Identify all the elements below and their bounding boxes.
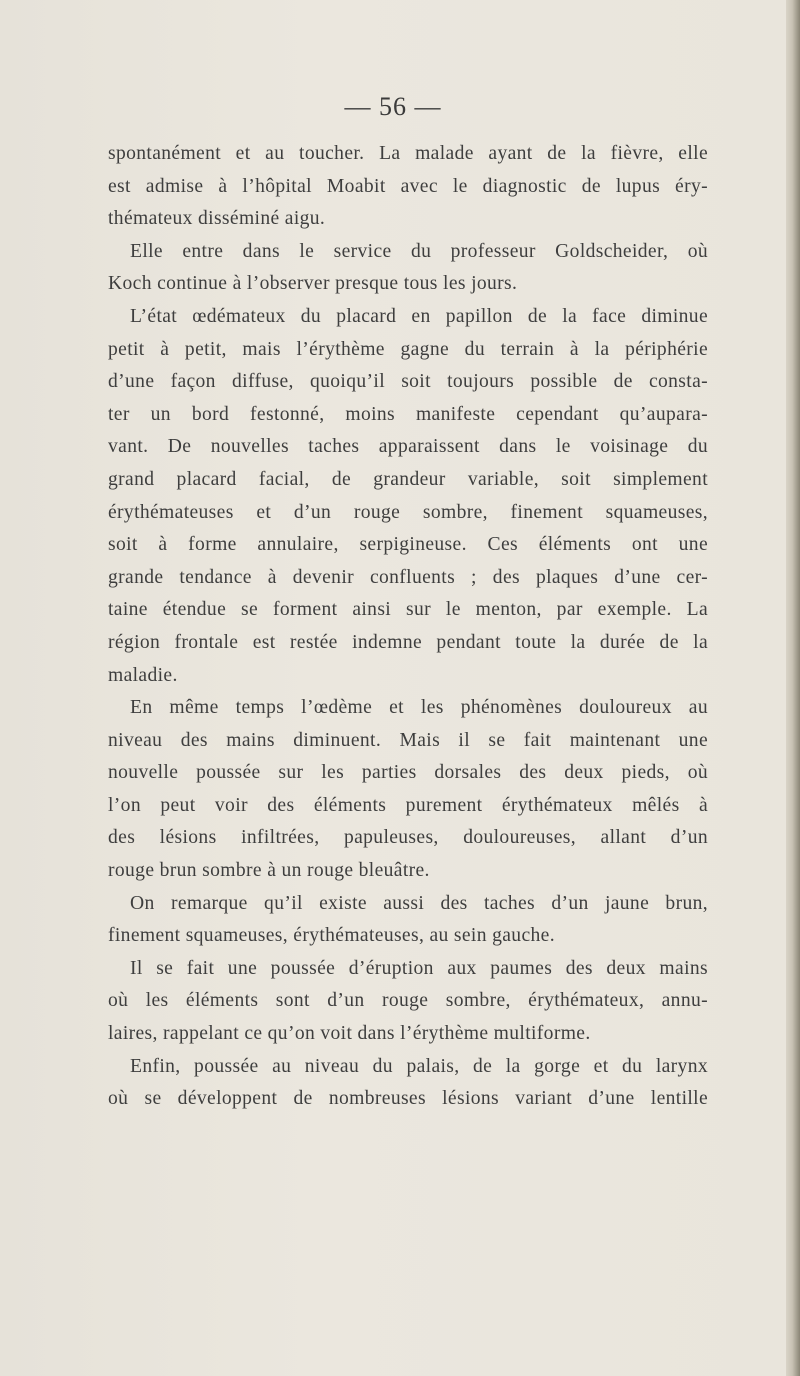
text-line: niveau des mains diminuent. Mais il se fait maintenant une — [108, 729, 708, 751]
text-line: laires, rappelant ce qu’on voit dans l’érythème multiforme. — [108, 1023, 591, 1045]
text-line: finement squameuses, érythémateuses, au sein gauche. — [108, 925, 555, 947]
text-line: On remarque qu’il existe aussi des taches d’un jaune brun, — [130, 892, 708, 914]
text-line: où les éléments sont d’un rouge sombre, érythémateux, annu- — [108, 990, 708, 1012]
text-line: grande tendance à devenir confluents ; des plaques d’une cer- — [108, 566, 708, 588]
text-line: Koch continue à l’observer presque tous les jours. — [108, 273, 518, 295]
text-line: rouge brun sombre à un rouge bleuâtre. — [108, 860, 430, 882]
text-line: nouvelle poussée sur les parties dorsales des deux pieds, où — [108, 762, 708, 784]
text-line: Enfin, poussée au niveau du palais, de la gorge et du larynx — [130, 1055, 708, 1077]
page-edge — [786, 0, 800, 1376]
text-line: petit à petit, mais l’érythème gagne du terrain à la périphérie — [108, 338, 708, 360]
text-line: Il se fait une poussée d’éruption aux paumes des deux mains — [130, 957, 708, 979]
text-line: L’état œdémateux du placard en papillon de la face diminue — [130, 305, 708, 327]
text-line: vant. De nouvelles taches apparaissent dans le voisinage du — [108, 436, 708, 458]
text-line: taine étendue se forment ainsi sur le menton, par exemple. La — [108, 599, 708, 621]
text-line: l’on peut voir des éléments purement érythémateux mêlés à — [108, 794, 708, 816]
text-line: Elle entre dans le service du professeur Goldscheider, où — [130, 240, 708, 262]
text-line: soit à forme annulaire, serpigineuse. Ces éléments ont une — [108, 534, 708, 556]
text-line: où se développent de nombreuses lésions variant d’une lentille — [108, 1088, 708, 1110]
text-line: ter un bord festonné, moins manifeste cependant qu’aupara- — [108, 403, 708, 425]
text-line: région frontale est restée indemne pendant toute la durée de la — [108, 631, 708, 653]
page-number: — 56 — — [344, 92, 442, 121]
text-line: maladie. — [108, 664, 178, 686]
text-line: d’une façon diffuse, quoiqu’il soit toujours possible de consta- — [108, 371, 708, 393]
text-line: spontanément et au toucher. La malade ayant de la fièvre, elle — [108, 143, 708, 164]
text-line: érythémateuses et d’un rouge sombre, finement squameuses, — [108, 501, 708, 523]
text-line: grand placard facial, de grandeur variable, soit simplement — [108, 468, 708, 490]
text-line: En même temps l’œdème et les phénomènes douloureux au — [130, 697, 708, 719]
text-line: thémateux disséminé aigu. — [108, 208, 326, 230]
text-line: des lésions infiltrées, papuleuses, douloureuses, allant d’un — [108, 827, 708, 849]
text-line: est admise à l’hôpital Moabit avec le diagnostic de lupus éry- — [108, 175, 708, 197]
body-text — [108, 138, 708, 1116]
